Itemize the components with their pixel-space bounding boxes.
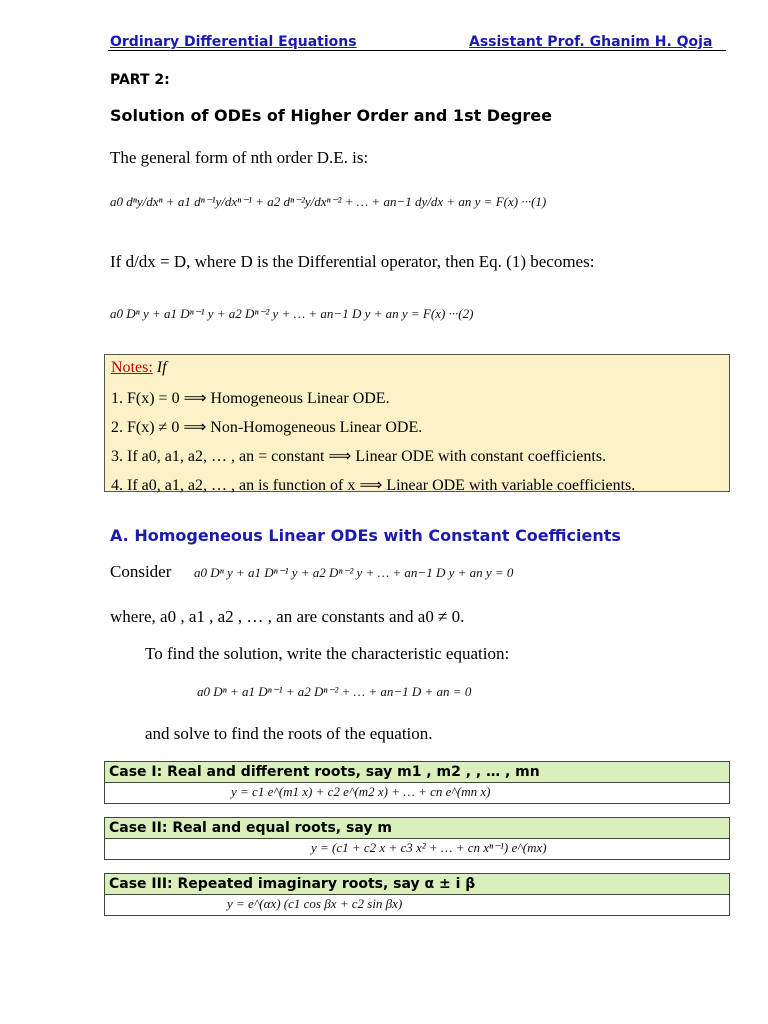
section-a-heading: A. Homogeneous Linear ODEs with Constant Coefficients <box>110 526 621 545</box>
note-item: 4. If a0, a1, a2, … , an is function of x ⟹ Linear ODE with variable coefficients. <box>111 477 636 494</box>
case-3-box <box>104 873 730 916</box>
notes-if: If <box>156 359 167 376</box>
header-left: Ordinary Differential Equations <box>110 34 357 50</box>
case-3-heading: Case III: Repeated imaginary roots, say α ± i β <box>105 874 729 895</box>
part-label: PART 2: <box>110 72 170 88</box>
characteristic-equation: a0 Dⁿ + a1 Dⁿ⁻¹ + a2 Dⁿ⁻² + … + an−1 D + an = 0 <box>197 684 472 699</box>
header-right: Assistant Prof. Ghanim H. Qoja <box>469 34 713 50</box>
intro-text: The general form of nth order D.E. is: <box>110 148 369 167</box>
solve-text: and solve to find the roots of the equation. <box>145 724 433 743</box>
notes-box <box>104 354 730 492</box>
equation-2: a0 Dⁿ y + a1 Dⁿ⁻¹ y + a2 Dⁿ⁻² y + … + an−1 D y + an y = F(x) ···(2) <box>110 306 474 321</box>
case-2-box <box>104 817 730 860</box>
consider-equation: a0 Dⁿ y + a1 Dⁿ⁻¹ y + a2 Dⁿ⁻² y + … + an−1 D y + an y = 0 <box>194 565 514 580</box>
note-item: 2. F(x) ≠ 0 ⟹ Non-Homogeneous Linear ODE. <box>111 419 423 436</box>
case-1-heading: Case I: Real and different roots, say m1 , m2 , , … , mn <box>105 762 729 783</box>
where-text: where, a0 , a1 , a2 , … , an are constants and a0 ≠ 0. <box>110 607 465 626</box>
case-1-formula: y = c1 e^(m1 x) + c2 e^(m2 x) + … + cn e^(mn x) <box>231 784 491 799</box>
operator-text: If d/dx = D, where D is the Differential operator, then Eq. (1) becomes: <box>110 252 595 271</box>
equation-1: a0 dⁿy/dxⁿ + a1 dⁿ⁻¹y/dxⁿ⁻¹ + a2 dⁿ⁻²y/dxⁿ⁻² + … + an−1 dy/dx + an y = F(x) ···(1) <box>110 194 547 209</box>
note-item: 3. If a0, a1, a2, … , an = constant ⟹ Linear ODE with constant coefficients. <box>111 448 607 465</box>
find-text: To find the solution, write the characteristic equation: <box>145 644 510 663</box>
header-rule <box>108 50 726 51</box>
consider-label: Consider <box>110 562 172 581</box>
case-2-formula: y = (c1 + c2 x + c3 x² + … + cn xⁿ⁻¹) e^(mx) <box>311 840 547 855</box>
note-item: 1. F(x) = 0 ⟹ Homogeneous Linear ODE. <box>111 390 390 407</box>
page-title: Solution of ODEs of Higher Order and 1st Degree <box>110 106 552 125</box>
case-2-heading: Case II: Real and equal roots, say m <box>105 818 729 839</box>
notes-label: Notes: <box>111 359 153 376</box>
case-1-box <box>104 761 730 804</box>
case-3-formula: y = e^(αx) (c1 cos βx + c2 sin βx) <box>227 896 403 911</box>
